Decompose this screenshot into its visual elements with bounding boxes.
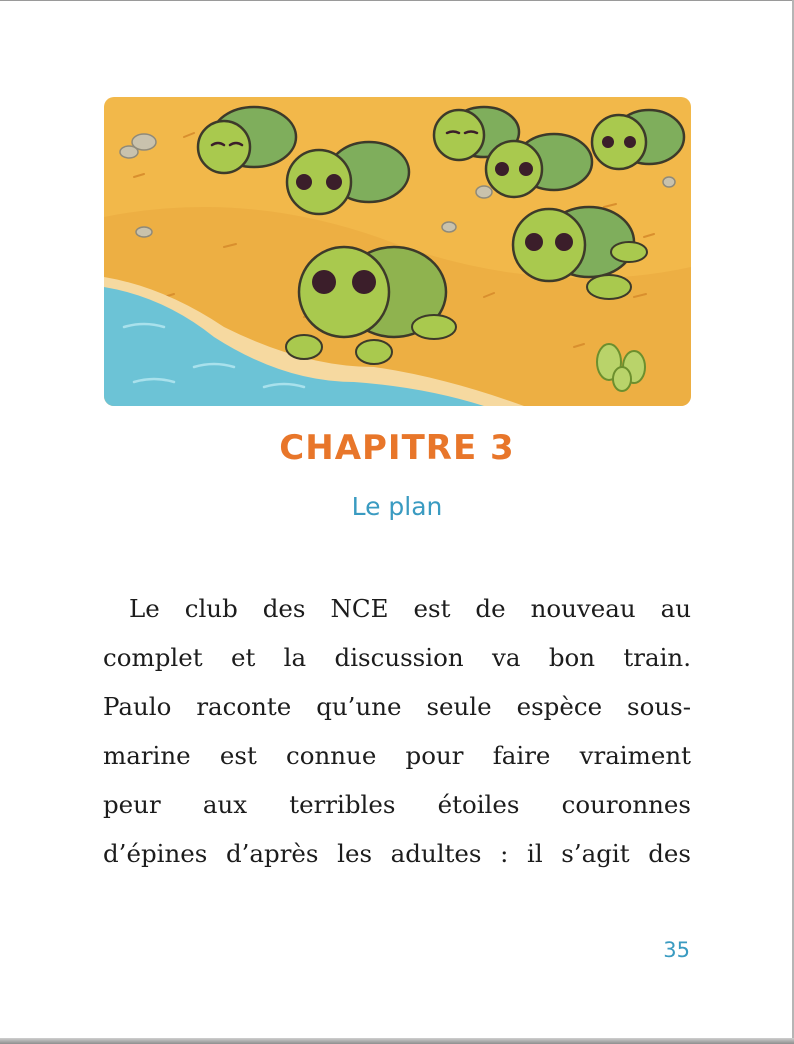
chapter-label: CHAPITRE 3 [279, 428, 515, 468]
body-line: Paulo raconte qu’une seule espèce sous- [103, 692, 691, 721]
body-line: d’épines d’après les adultes : il s’agit des [103, 839, 691, 868]
page-number: 35 [663, 938, 690, 962]
body-line: marine est connue pour faire vraiment [103, 741, 691, 770]
body-line: peur aux terribles étoiles couronnes [103, 790, 691, 819]
body-paragraph [103, 584, 691, 878]
body-line: Le club des NCE est de nouveau au [129, 594, 691, 623]
page-frame-top [0, 0, 794, 1]
chapter-illustration [104, 97, 691, 406]
body-line: complet et la discussion va bon train. [103, 643, 691, 672]
page-frame-bottom [0, 1038, 794, 1044]
chapter-title: Le plan [351, 492, 443, 521]
